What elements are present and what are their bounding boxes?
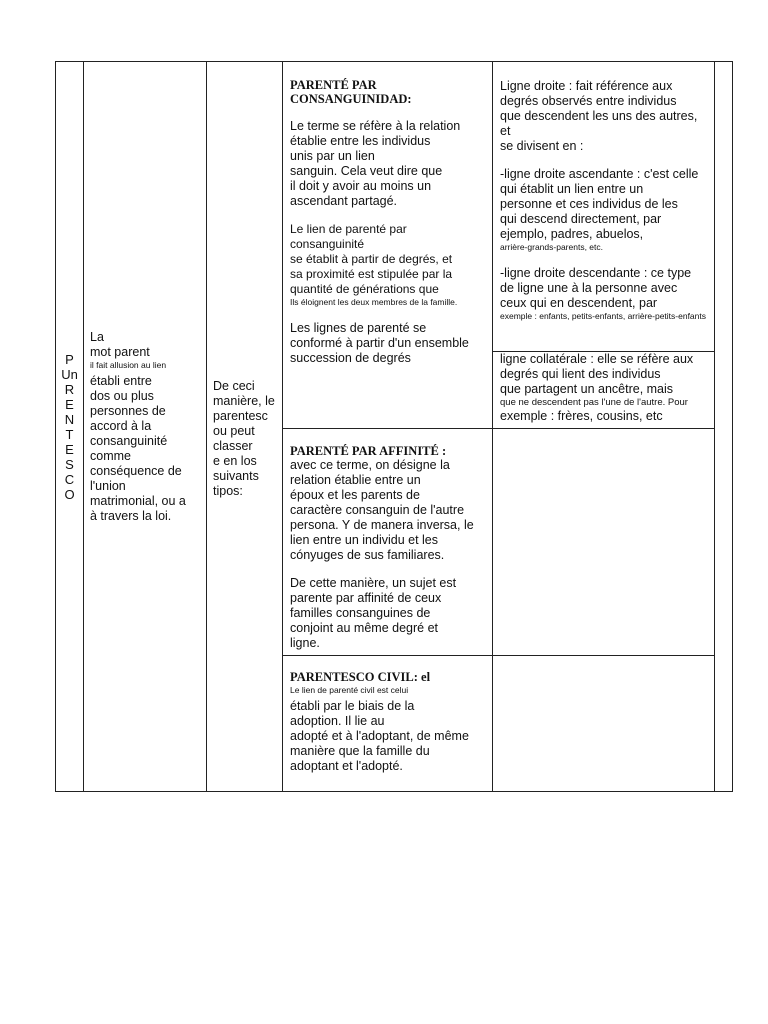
descending-small-line: exemple : enfants, petits-enfants, arrière-petits-enfants	[500, 311, 706, 321]
collateral-line: ligne collatérale : elle se réfère aux	[500, 352, 694, 366]
text-line: adoption. Il lie au	[290, 714, 385, 728]
definition-line: mot parent	[90, 344, 150, 359]
text-line: sa proximité est stipulée par la	[290, 267, 453, 281]
vertical-letter: P	[65, 351, 74, 367]
straight-line-intro	[500, 79, 708, 154]
text-line: manière que la famille du	[290, 744, 430, 758]
affinity-cell	[283, 429, 493, 656]
consanguinity-paragraph	[290, 222, 484, 297]
vertical-title	[56, 348, 83, 506]
classification-text	[207, 379, 282, 499]
text-line: sanguin. Cela veut dire que	[290, 164, 443, 178]
classification-line: tipos:	[213, 484, 243, 498]
consanguinity-heading: CONSANGUINIDAD:	[290, 92, 412, 106]
text-line: qui établit un lien entre un	[500, 182, 644, 196]
definition-line: La	[90, 329, 104, 344]
text-line: degrés observés entre individus	[500, 94, 677, 108]
classification-line: parentesc	[213, 409, 268, 423]
ascending-line-text	[500, 167, 708, 242]
text-line: ligne.	[290, 636, 320, 650]
text-line: familles consanguines de	[290, 606, 431, 620]
civil-cell	[283, 656, 493, 792]
text-line: conformé à partir d'un ensemble	[290, 336, 469, 350]
text-line: persona. Y de manera inversa, le	[290, 518, 474, 532]
collateral-line: exemple : frères, cousins, etc	[500, 409, 663, 423]
vertical-letter: Un	[61, 366, 78, 382]
collateral-cell	[493, 352, 715, 429]
text-line: cónyuges de sus familiares.	[290, 548, 445, 562]
vertical-title-cell	[56, 62, 84, 792]
straight-line-cell	[493, 62, 715, 352]
text-line: relation établie entre un	[290, 473, 421, 487]
text-line: de ligne une à la personne avec	[500, 281, 678, 295]
text-line: Ligne droite : fait référence aux	[500, 79, 673, 93]
definition-line: dos ou plus	[90, 388, 154, 403]
narrow-empty-cell	[715, 62, 733, 792]
definition-line: à travers la loi.	[90, 508, 172, 523]
text-line: établi par le biais de la	[290, 699, 415, 713]
consanguinity-paragraph	[290, 321, 484, 366]
text-line: adopté et à l'adoptant, de même	[290, 729, 469, 743]
text-line: avec ce terme, on désigne la	[290, 458, 450, 472]
vertical-letter: E	[65, 396, 74, 412]
kinship-table	[55, 61, 733, 792]
text-line: unis par un lien	[290, 149, 375, 163]
text-line: que descendent les uns des autres, et	[500, 109, 698, 138]
definition-line: personnes de	[90, 403, 166, 418]
vertical-letter: R	[64, 381, 75, 397]
civil-small-line: Le lien de parenté civil est celui	[290, 685, 409, 695]
text-line: lien entre un individu et les	[290, 533, 439, 547]
text-line: caractère consanguin de l'autre	[290, 503, 465, 517]
consanguinity-cell	[283, 62, 493, 429]
text-line: adoptant et l'adopté.	[290, 759, 403, 773]
definition-line: conséquence de	[90, 463, 182, 478]
text-line: se divisent en :	[500, 139, 584, 153]
civil-text	[290, 699, 484, 774]
classification-line: suivants	[213, 469, 259, 483]
classification-line: e en los	[213, 454, 257, 468]
consanguinity-heading: PARENTÉ PAR	[290, 78, 377, 92]
text-line: parente par affinité de ceux	[290, 591, 442, 605]
text-line: quantité de générations que	[290, 282, 439, 296]
text-line: -ligne droite descendante : ce type	[500, 266, 692, 280]
definition-line: consanguinité	[90, 433, 168, 448]
definition-line: comme	[90, 448, 131, 463]
definition-small-line: il fait allusion au lien	[90, 359, 167, 370]
definition-cell	[84, 62, 207, 792]
text-line: ejemplo, padres, abuelos,	[500, 227, 644, 241]
definition-line: établi entre	[90, 373, 152, 388]
text-line: Le lien de parenté par consanguinité	[290, 222, 407, 251]
vertical-letter: T	[65, 426, 74, 442]
text-line: De cette manière, un sujet est	[290, 576, 457, 590]
text-line: il doit y avoir au moins un	[290, 179, 432, 193]
vertical-letter: O	[64, 486, 75, 502]
classification-line: De ceci	[213, 379, 255, 393]
affinity-heading: PARENTÉ PAR AFFINITÉ :	[290, 444, 447, 458]
definition-line: matrimonial, ou a	[90, 493, 186, 508]
text-line: ceux qui en descendent, par	[500, 296, 658, 310]
definition-text	[90, 374, 202, 524]
text-line: se établit à partir de degrés, et	[290, 252, 453, 266]
collateral-small-line: que ne descendent pas l'une de l'autre. Pour	[500, 397, 688, 408]
consanguinity-paragraph	[290, 119, 484, 209]
descending-line-text	[500, 266, 708, 311]
ascending-small-line: arrière-grands-parents, etc.	[500, 242, 603, 252]
definition-line: accord à la	[90, 418, 152, 433]
text-line: Le terme se réfère à la relation	[290, 119, 461, 133]
text-line: Les lignes de parenté se	[290, 321, 427, 335]
vertical-letter: C	[64, 471, 75, 487]
text-line: qui descend directement, par	[500, 212, 662, 226]
civil-empty-cell	[493, 656, 715, 792]
vertical-letter: N	[64, 411, 75, 427]
affinity-paragraph	[290, 576, 484, 651]
text-line: succession de degrés	[290, 351, 411, 365]
text-line: personne et ces individus de les	[500, 197, 678, 211]
affinity-paragraph	[290, 458, 484, 563]
collateral-line: que partagent un ancêtre, mais	[500, 382, 674, 396]
definition-line: l'union	[90, 478, 126, 493]
collateral-line: degrés qui lient des individus	[500, 367, 661, 381]
vertical-letter: S	[65, 456, 74, 472]
classification-cell	[207, 62, 283, 792]
classification-line: classer	[213, 439, 253, 453]
classification-line: ou peut	[213, 424, 255, 438]
text-line: époux et les parents de	[290, 488, 420, 502]
text-line: établie entre les individus	[290, 134, 431, 148]
text-line: ascendant partagé.	[290, 194, 398, 208]
vertical-letter: E	[65, 441, 74, 457]
civil-heading: PARENTESCO CIVIL: el	[290, 670, 431, 684]
classification-line: manière, le	[213, 394, 275, 408]
text-line: conjoint au même degré et	[290, 621, 439, 635]
affinity-empty-cell	[493, 429, 715, 656]
text-line: -ligne droite ascendante : c'est celle	[500, 167, 699, 181]
consanguinity-small-line: Ils éloignent les deux membres de la famille.	[290, 297, 458, 307]
